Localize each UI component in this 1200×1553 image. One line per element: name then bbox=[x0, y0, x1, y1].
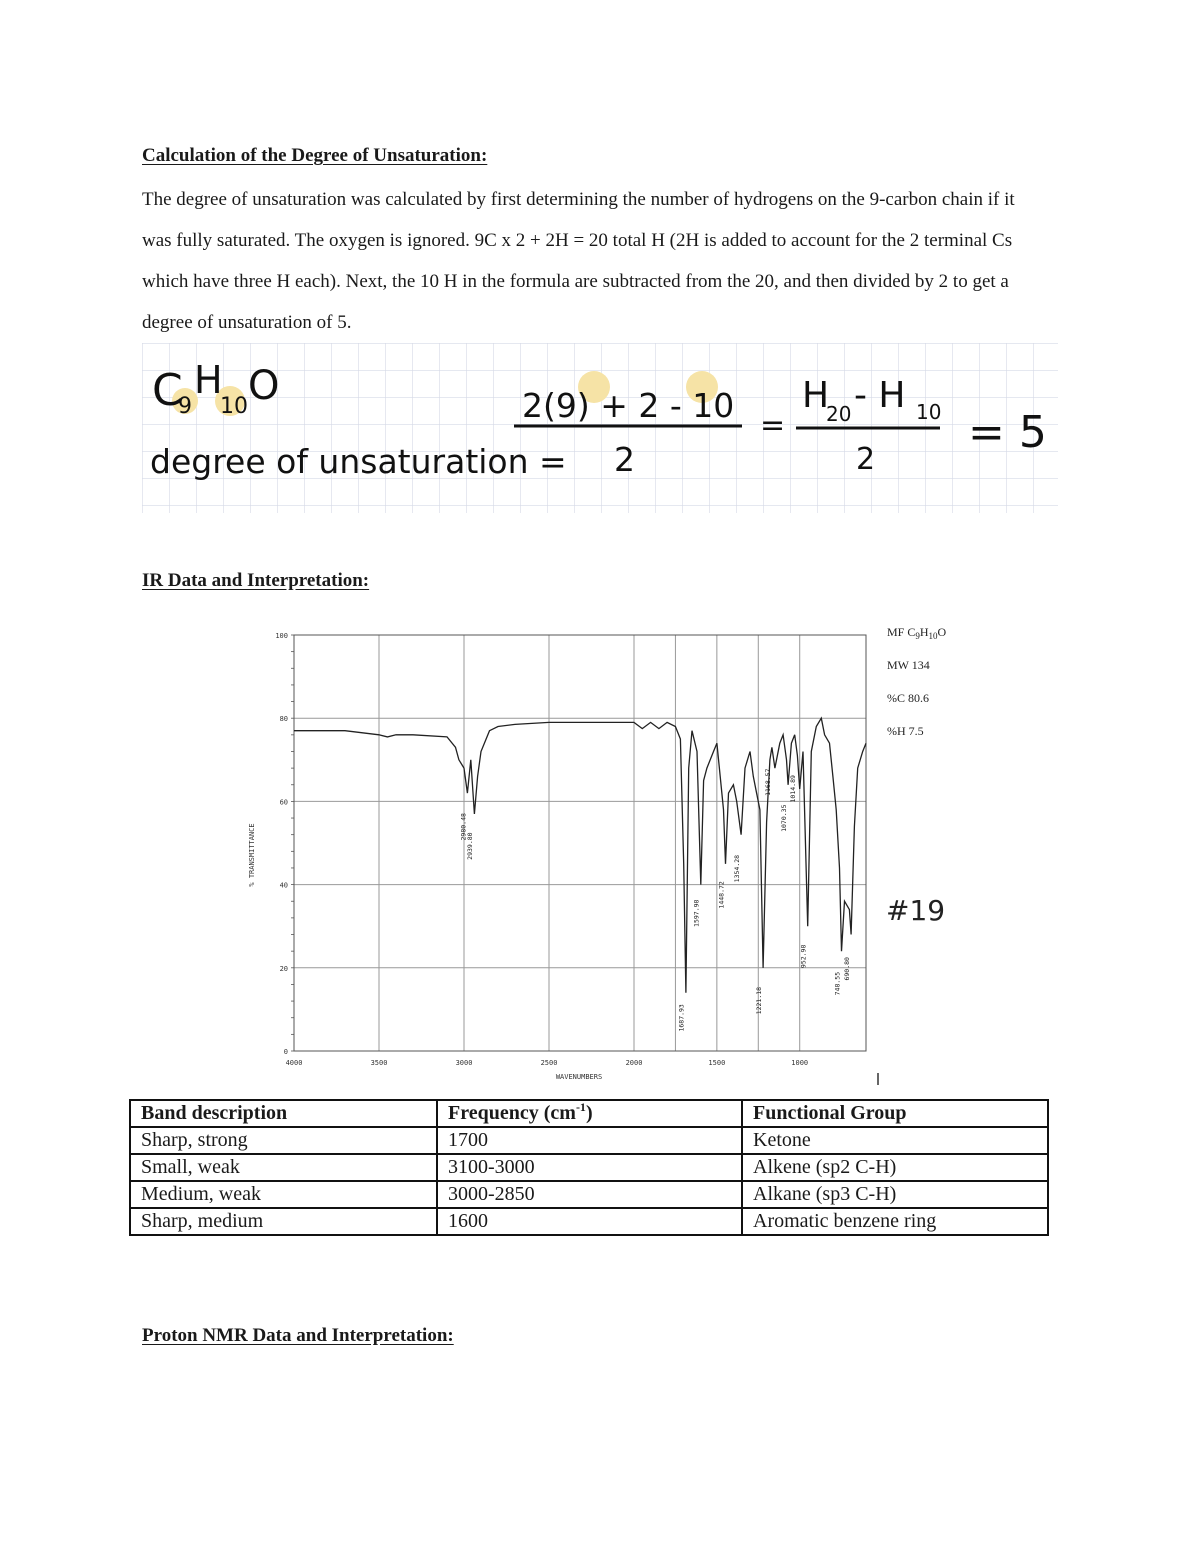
cell-band: Small, weak bbox=[130, 1154, 437, 1181]
x-tick-label: 1500 bbox=[708, 1059, 726, 1067]
cell-band: Sharp, medium bbox=[130, 1208, 437, 1235]
numerator-2-h: H bbox=[802, 375, 830, 416]
cell-frequency: 1700 bbox=[437, 1127, 742, 1154]
denominator-1: 2 bbox=[614, 440, 635, 479]
table-header-row bbox=[130, 1100, 1048, 1127]
peak-label: 1014.89 bbox=[789, 775, 798, 803]
cell-group: Aromatic benzene ring bbox=[742, 1208, 1048, 1235]
peak-label: 1687.93 bbox=[677, 1004, 686, 1032]
peak-label: 1221.18 bbox=[755, 986, 764, 1015]
x-tick-label: 2000 bbox=[625, 1059, 643, 1067]
ir-interpretation-table bbox=[129, 1099, 1049, 1236]
x-tick-label: 2500 bbox=[540, 1059, 558, 1067]
spectrum-grid bbox=[291, 635, 866, 1051]
section-heading-nmr: Proton NMR Data and Interpretation: bbox=[142, 1325, 454, 1346]
y-tick-label: 20 bbox=[279, 964, 288, 973]
formula-c-sub: 9 bbox=[178, 394, 192, 419]
table-row bbox=[130, 1181, 1048, 1208]
x-tick-label: 4000 bbox=[285, 1059, 303, 1067]
cell-frequency: 1600 bbox=[437, 1208, 742, 1235]
table-row bbox=[130, 1208, 1048, 1235]
formula-c: C bbox=[152, 365, 183, 416]
table-row bbox=[130, 1127, 1048, 1154]
plot-frame bbox=[294, 635, 866, 1051]
y-tick-label: 80 bbox=[279, 715, 288, 724]
mw-info: MW 134 bbox=[887, 658, 930, 672]
section-heading-unsaturation: Calculation of the Degree of Unsaturation: bbox=[142, 145, 488, 166]
section-heading-ir: IR Data and Interpretation: bbox=[142, 570, 370, 591]
ir-spectrum-chart bbox=[230, 605, 990, 1090]
peak-label: 690.80 bbox=[842, 957, 851, 981]
table-row bbox=[130, 1154, 1048, 1181]
x-tick-label: 3000 bbox=[455, 1059, 473, 1067]
cell-group: Alkene (sp2 C-H) bbox=[742, 1154, 1048, 1181]
x-tick-label: 3500 bbox=[370, 1059, 388, 1067]
unsaturation-paragraph: The degree of unsaturation was calculated by first determining the number of hydrogens on the 9-carbon chain if it was fully saturated. The oxygen is ignored. 9C x 2 + 2H = 20 total H (2H is added to account for the 2 terminal Cs which have three H each). Next, the 10 H in the formula are subtracted from the 20, and then divided by 2 to get a degree of unsaturation of 5. bbox=[142, 189, 1015, 333]
header-frequency: Frequency $(cm^{-1})$ bbox=[437, 1100, 742, 1127]
cell-frequency: 3000-2850 bbox=[437, 1181, 742, 1208]
peak-label: 2939.80 bbox=[466, 832, 475, 860]
carbon-percent: %C 80.6 bbox=[887, 691, 929, 705]
handwritten-calculation bbox=[142, 343, 1058, 513]
spectrum-trace bbox=[294, 718, 866, 993]
cell-frequency: 3100-3000 bbox=[437, 1154, 742, 1181]
mf-info: MF $C_9H_{10}O$ bbox=[887, 625, 947, 641]
formula-h-sub: 10 bbox=[220, 394, 248, 419]
x-axis-label: WAVENUMBERS bbox=[555, 1073, 603, 1081]
peak-label: 952.98 bbox=[799, 944, 808, 969]
numerator-2-minus: - H bbox=[854, 375, 906, 416]
numerator-2-sub-a: 20 bbox=[826, 402, 852, 426]
y-tick-label: 60 bbox=[279, 798, 288, 807]
y-axis-label: % TRANSMITTANCE bbox=[248, 823, 256, 887]
equals-1: = bbox=[760, 408, 786, 443]
y-tick-label: 0 bbox=[283, 1048, 288, 1056]
denominator-2: 2 bbox=[856, 442, 876, 477]
y-tick-label: 40 bbox=[279, 881, 288, 890]
degree-label: degree of unsaturation = bbox=[150, 442, 567, 481]
numerator-2-sub-b: 10 bbox=[916, 400, 942, 424]
x-tick-label: 1000 bbox=[791, 1059, 809, 1067]
cell-band: Sharp, strong bbox=[130, 1127, 437, 1154]
y-tick-label: 100 bbox=[275, 632, 288, 640]
formula-h: H bbox=[194, 358, 223, 402]
peak-label: 1597.98 bbox=[692, 899, 701, 927]
peak-label: 1448.72 bbox=[717, 881, 726, 909]
formula-o: O bbox=[248, 363, 280, 409]
header-group: Functional Group bbox=[742, 1100, 1048, 1127]
header-band: Band description bbox=[130, 1100, 437, 1127]
peak-label: 1354.28 bbox=[733, 854, 742, 883]
peak-label: 748.55 bbox=[833, 971, 842, 996]
cell-group: Ketone bbox=[742, 1127, 1048, 1154]
numerator-1: 2(9) + 2 - 10 bbox=[522, 386, 735, 425]
peak-label: 1168.57 bbox=[763, 768, 772, 796]
cell-group: Alkane (sp3 C-H) bbox=[742, 1181, 1048, 1208]
peak-label: 2980.48 bbox=[459, 813, 468, 841]
peak-label: 1070.35 bbox=[780, 804, 789, 832]
result: = 5 bbox=[968, 407, 1047, 458]
cell-band: Medium, weak bbox=[130, 1181, 437, 1208]
hydrogen-percent: %H 7.5 bbox=[887, 724, 924, 738]
sample-tag: #19 bbox=[886, 894, 946, 927]
